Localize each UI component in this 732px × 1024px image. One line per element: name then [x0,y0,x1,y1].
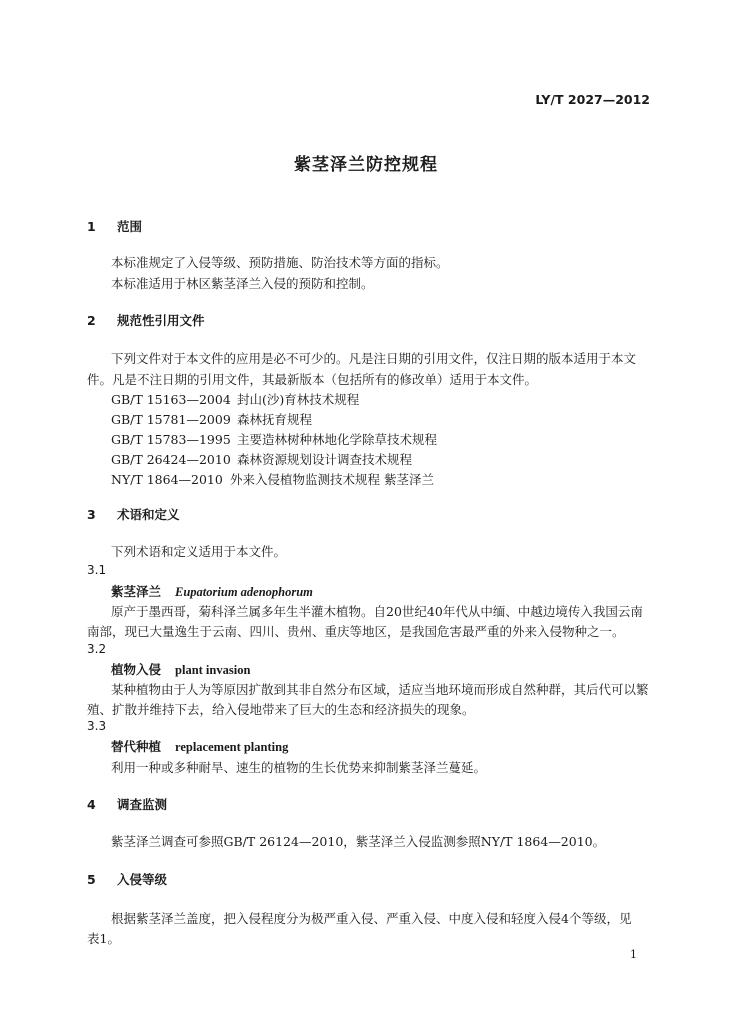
definition-line: 某种植物由于人为等原因扩散到其非自然分布区域，适应当地环境而形成自然种群，其后代可以繁 [111,682,649,697]
reference-code: GB/T 15783—1995 [111,432,231,447]
paragraph-line: 根据紫茎泽兰盖度，把入侵程度分为极严重入侵、严重入侵、中度入侵和轻度入侵4个等级，见 [111,911,632,926]
section-number: 1 [87,219,96,234]
page-number: 1 [630,948,637,961]
reference-code: GB/T 15781—2009 [111,412,231,427]
clause-number: 3.3 [87,719,107,733]
section-number: 2 [87,313,96,328]
reference-title: 森林抚育规程 [237,412,313,427]
reference-title: 主要造林树种林地化学除草技术规程 [237,432,438,447]
clause-number: 3.1 [87,563,107,577]
section-5-heading [87,872,167,887]
section-title: 范围 [117,219,143,234]
section-number: 5 [87,872,96,887]
reference-code: NY/T 1864—2010 [111,472,223,487]
term-en: replacement planting [175,740,289,754]
reference-item [111,452,412,467]
paragraph-line: 表1。 [87,931,120,946]
definition-line: 原产于墨西哥，菊科泽兰属多年生半灌木植物。自20世纪40年代从中缅、中越边境传入我国云南 [111,604,643,619]
term-zh: 植物入侵 [111,662,162,677]
section-number: 4 [87,797,96,812]
paragraph: 紫茎泽兰调查可参照GB/T 26124—2010，紫茎泽兰入侵监测参照NY/T 1864—2010。 [111,834,606,849]
reference-item [111,412,312,427]
paragraph-line: 下列文件对于本文件的应用是必不可少的。凡是注日期的引用文件，仅注日期的版本适用于本文 [111,351,637,366]
section-1-heading [87,219,142,234]
term-zh: 紫茎泽兰 [111,584,162,599]
reference-item [111,392,359,407]
term-en: Eupatorium adenophorum [175,585,313,599]
reference-code: GB/T 15163—2004 [111,392,231,407]
definition-line: 利用一种或多种耐旱、速生的植物的生长优势来抑制紫茎泽兰蔓延。 [111,760,487,775]
section-title: 规范性引用文件 [117,313,205,328]
reference-item [111,472,434,487]
reference-title: 外来入侵植物监测技术规程 紫茎泽兰 [230,472,434,487]
section-title: 调查监测 [117,797,168,812]
term-entry [111,739,288,755]
paragraph: 下列术语和定义适用于本文件。 [111,544,287,559]
definition-line: 南部，现已大量逸生于云南、四川、贵州、重庆等地区，是我国危害最严重的外来入侵物种之一。 [87,624,625,639]
reference-title: 封山(沙)育林技术规程 [237,392,360,407]
section-number: 3 [87,507,96,522]
section-title: 入侵等级 [117,872,168,887]
clause-number: 3.2 [87,642,107,656]
section-3-heading [87,507,180,522]
term-zh: 替代种植 [111,739,162,754]
term-en: plant invasion [175,663,251,677]
reference-code: GB/T 26424—2010 [111,452,231,467]
standard-code: LY/T 2027—2012 [535,92,650,107]
paragraph: 本标准规定了入侵等级、预防措施、防治技术等方面的指标。 [111,255,449,270]
term-entry [111,584,313,600]
term-entry [111,662,250,678]
document-title: 紫茎泽兰防控规程 [294,155,438,175]
definition-line: 殖、扩散并维持下去，给入侵地带来了巨大的生态和经济损失的现象。 [87,702,475,717]
paragraph: 本标准适用于林区紫茎泽兰入侵的预防和控制。 [111,276,374,291]
section-4-heading [87,797,167,812]
paragraph-line: 件。凡是不注日期的引用文件，其最新版本（包括所有的修改单）适用于本文件。 [87,372,538,387]
reference-title: 森林资源规划设计调查技术规程 [237,452,413,467]
reference-item [111,432,437,447]
section-2-heading [87,313,205,328]
section-title: 术语和定义 [117,507,180,522]
